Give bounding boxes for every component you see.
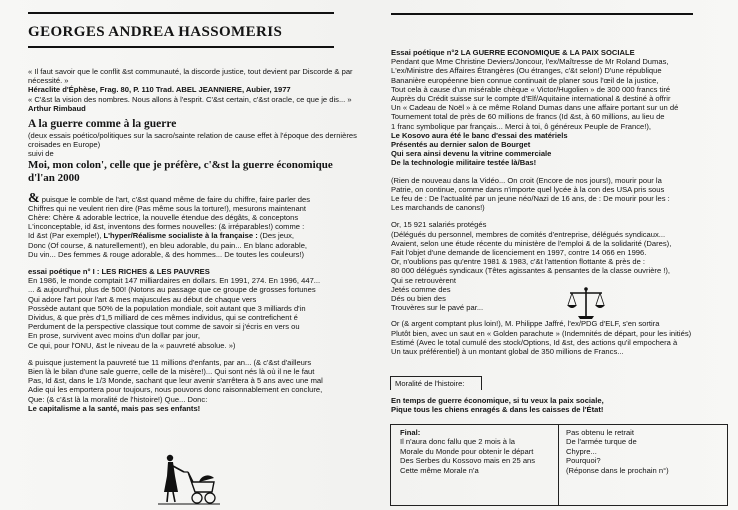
heading-colon-2: d'l'an 2000 bbox=[28, 171, 80, 184]
quote-heraclitus: « Il faut savoir que le conflit &st communauté, la discorde justice, tout devient par Discorde & par nécessité. » bbox=[28, 67, 353, 86]
kosovo-line: De la technologie militaire testée là/Bas! bbox=[391, 158, 537, 168]
right-column bbox=[391, 48, 731, 356]
moralite-line: Pique tous les chiens enragés & dans les caisses de l'État! bbox=[391, 405, 604, 415]
essay1-line: Perdument de la perspective classique tout comme de savoir si j'écris en vers ou bbox=[28, 322, 300, 332]
essay2-line: Auprès du Crédit suisse sur le compte d'Elf/Aquitaine international & destiné à offrir bbox=[391, 94, 671, 104]
heading-colon-1: Moi, mon colon', celle que je préfère, c'&st la guerre économique bbox=[28, 158, 333, 171]
final-left-line: Il n'aura donc fallu que 2 mois à la bbox=[400, 437, 516, 447]
quote-rimbaud bbox=[28, 95, 368, 113]
video-line: Le feu de : De l'actualité par un jeune néo/Nazi de 16 ans, de : De mourir pour les : bbox=[391, 194, 670, 204]
video-line: Les marchands de canons!) bbox=[391, 203, 485, 213]
salaries-line: Qui se retrouvèrent bbox=[391, 275, 456, 285]
salaries-line: (Délégués du personnel, membres de comités d'entreprise, délégués syndicaux... bbox=[391, 229, 666, 239]
essay1-line: ... & aujourd'hui, plus de 500! (Notons au passage que ce groupe de grosses fortunes bbox=[28, 285, 316, 295]
title-underline bbox=[28, 46, 334, 48]
essay2-line: Un « Cadeau de Noël » à ce même Roland Dumas dans une affaire portant sur un dé bbox=[391, 103, 679, 113]
final-box-divider bbox=[558, 424, 559, 506]
final-title: Final: bbox=[400, 428, 421, 437]
kosovo-line: Qui sera ainsi devenu la vitrine commerciale bbox=[391, 149, 552, 159]
essay1-title: essai poétique n° I : LES RICHES & LES PAUVRES bbox=[28, 267, 210, 277]
para2-line: & puisque justement la pauvreté tue 11 millions d'enfants, par an... (& c'&st d'ailleurs bbox=[28, 357, 312, 367]
intro-line-2: Chiffres qui ne veulent rien dire (Pas même sous la torture!), mesurons maintenant bbox=[28, 203, 307, 213]
essay1-line: Qui adore l'art pour l'art & mes majuscules au début de chaque vers bbox=[28, 294, 257, 304]
page-title: GEORGES ANDREA HASSOMERIS bbox=[28, 24, 283, 40]
para2-line: Pas, Id &st, dans le 1/3 Monde, sachant que leur avenir s'arrêtera à 5 ans avec une mal bbox=[28, 376, 323, 386]
salaries-line: 80 000 délégués syndicaux (Têtes agissantes & pensantes de la classe ouvrière !), bbox=[391, 266, 671, 276]
salaries-line: Avaient, selon une étude récente du ministère de l'emploi & de la solidarité (Dares), bbox=[391, 238, 672, 248]
top-rule-left bbox=[28, 12, 334, 14]
mother-with-pram-icon bbox=[158, 452, 220, 506]
essay2-line: Tournement total de près de 60 millions de francs (Id &st, à 60 millions, au lieu de bbox=[391, 112, 665, 122]
essay2-line: Tout cela à cause d'un misérable chèque « Victor/Hugolien » de 300 000 francs tiré bbox=[391, 84, 671, 94]
salaries-line: Jetés comme des bbox=[391, 284, 451, 294]
intro-line-3: Chère: Chère & adorable lectrice, la nouvelle étendue des dégâts, & conceptons bbox=[28, 213, 299, 223]
final-left-line: Morale du Monde pour obtenir le départ bbox=[400, 446, 534, 456]
essay2-line: L'ex/Ministre des Affaires Étrangères (Ou étranges, c'&t selon!) D'une république bbox=[391, 66, 662, 76]
essay1-line: Possède autant que 50% de la population mondiale, soit autant que 3 milliards d'in bbox=[28, 303, 306, 313]
intro-line-1: & puisque le comble de l'art, c'&st quand même de faire du chiffre, faire parler des bbox=[28, 190, 311, 206]
final-right-line: De l'armée turque de bbox=[566, 437, 637, 447]
argent-line: Un taux préférentiel) à un montant global de 350 millions de Francs... bbox=[391, 347, 624, 357]
final-right-line: (Réponse dans le prochain n°) bbox=[566, 465, 669, 475]
kosovo-line: Le Kosovo aura été le banc d'essai des matériels bbox=[391, 130, 568, 140]
final-left-line: Des Serbes du Kossovo mais en 25 ans bbox=[400, 456, 536, 466]
salaries-line: Trouvères sur le pavé par... bbox=[391, 303, 484, 313]
top-rule-right bbox=[391, 13, 693, 15]
essay2-title: Essai poétique n°2 LA GUERRE ECONOMIQUE & LA PAIX SOCIALE bbox=[391, 48, 635, 57]
salaries-line: Or, n'oublions pas qu'entre 1981 & 1983, c'&t l'attention flottante & près de : bbox=[391, 257, 646, 267]
final-left bbox=[400, 428, 556, 475]
intro-line-6: Donc (Of course, & naturellement!), en bleu adorable, du pain... En blanc adorable, bbox=[28, 240, 308, 250]
para2-line: Adie qui les emportera pour toujours, nous pouvons donc raisonnablement en conclure, bbox=[28, 385, 323, 395]
essay1-line: Dividus, & que près d'1,5 milliard de ces mêmes individus, qui se contrefichent é bbox=[28, 313, 298, 323]
argent-line: Estimé (Avec le total cumulé des stock/Options, Id &st, des actions qu'il empochera à bbox=[391, 337, 678, 347]
heading-guerre-subtitle: (deux essais poético/politiques sur la sacro/sainte relation de cause effet à l'époque des dernières croisades en Europe) bbox=[28, 131, 357, 150]
salaries-line: Dés ou bien des bbox=[391, 294, 446, 304]
kosovo-line: Présentés au dernier salon de Bourget bbox=[391, 140, 531, 150]
conclusion-capitalisme: Le capitalisme a la santé, mais pas ses enfants! bbox=[28, 403, 201, 413]
final-right-line: Pas obtenu le retrait bbox=[566, 428, 634, 437]
quote-rimbaud-text: « C'&st la vision des nombres. Nous allons à l'esprit. C'&st certain, c'&st oracle, ce que je dis... » bbox=[28, 94, 352, 104]
essay1-line: En prose, survivent avec moins d'un dollar par jour, bbox=[28, 331, 200, 341]
left-column bbox=[28, 67, 368, 413]
essay2-line: Bananière européenne bien connue continuait de planer sous l'œil de la justice, bbox=[391, 75, 659, 85]
essay2-line: 1 franc symbolique par français... Merci à toi, ô généreux Peuple de France!), bbox=[391, 121, 652, 131]
argent-line: Or (& argent comptant plus loin!), M. Philippe Jaffré, l'ex/PDG d'ELF, s'en sortira bbox=[391, 319, 660, 329]
video-line: Patrie, on continue, comme dans n'importe quel lycée à la con des USA pris sous bbox=[391, 184, 665, 194]
final-right-line: Pourquoi? bbox=[566, 456, 601, 466]
final-right bbox=[566, 428, 726, 475]
video-line: (Rien de nouveau dans la Vidéo... On croit (Encore de nos jours!), mourir pour la bbox=[391, 175, 662, 185]
intro-line-4: L'inconceptable, id &st, inventons des formes nouvelles: (& irréparables!) comme : bbox=[28, 222, 305, 232]
final-left-line: Cette même Morale n'a bbox=[400, 465, 479, 475]
suivi-de: suivi de bbox=[28, 149, 54, 159]
argent-line: Plutôt bien, avec un saut en « Golden parachute » (Indemnités de départ, pour les initiés) bbox=[391, 328, 692, 338]
essay1-line: Ce qui, pour l'ONU, &st le niveau de la « pauvreté absolue. ») bbox=[28, 340, 236, 350]
intro-line-7: Du vin... Des femmes & rouge adorable, & des hommes... De toutes les couleurs!) bbox=[28, 249, 305, 259]
salaries-line: Or, 15 921 salariés protégés bbox=[391, 220, 487, 230]
para2-line: Bien là le bilan d'une sale guerre, celle de la misère!)... Qui sont nés là où il ne le faut bbox=[28, 367, 315, 377]
final-right-line: Chypre... bbox=[566, 446, 597, 456]
moralite-label: Moralité de l'histoire: bbox=[390, 376, 482, 390]
salaries-line: Fait l'objet d'une demande de licenciement en 1997, contre 14 066 en 1996. bbox=[391, 248, 647, 258]
scales-of-justice-icon bbox=[566, 286, 606, 320]
ampersand-drop: & bbox=[28, 190, 40, 206]
quote-rimbaud-source: Arthur Rimbaud bbox=[28, 103, 86, 113]
intro-line-5: Id &st (Par exemple!), L'hyper/Réalisme socialiste à la française : (Des jeux, bbox=[28, 231, 295, 241]
moralite-line: En temps de guerre économique, si tu veux la paix sociale, bbox=[391, 396, 604, 405]
essay1-line: En 1986, le monde comptait 147 milliardaires en dollars. En 1991, 274. En 1996, 447... bbox=[28, 276, 321, 286]
heading-guerre: A la guerre comme à la guerre bbox=[28, 118, 177, 131]
quote-heraclitus-source: Héraclite d'Éphèse, Frag. 80, P. 110 Trad. ABEL JEANNIERE, Aubier, 1977 bbox=[28, 85, 291, 95]
essay2-line: Pendant que Mme Christine Deviers/Joncour, l'ex/Maîtresse de Mr Roland Dumas, bbox=[391, 57, 669, 67]
moralite-text bbox=[391, 396, 731, 414]
para2-line: Que: (& c'&st là la moralité de l'histoire!) Que... Donc: bbox=[28, 394, 208, 404]
